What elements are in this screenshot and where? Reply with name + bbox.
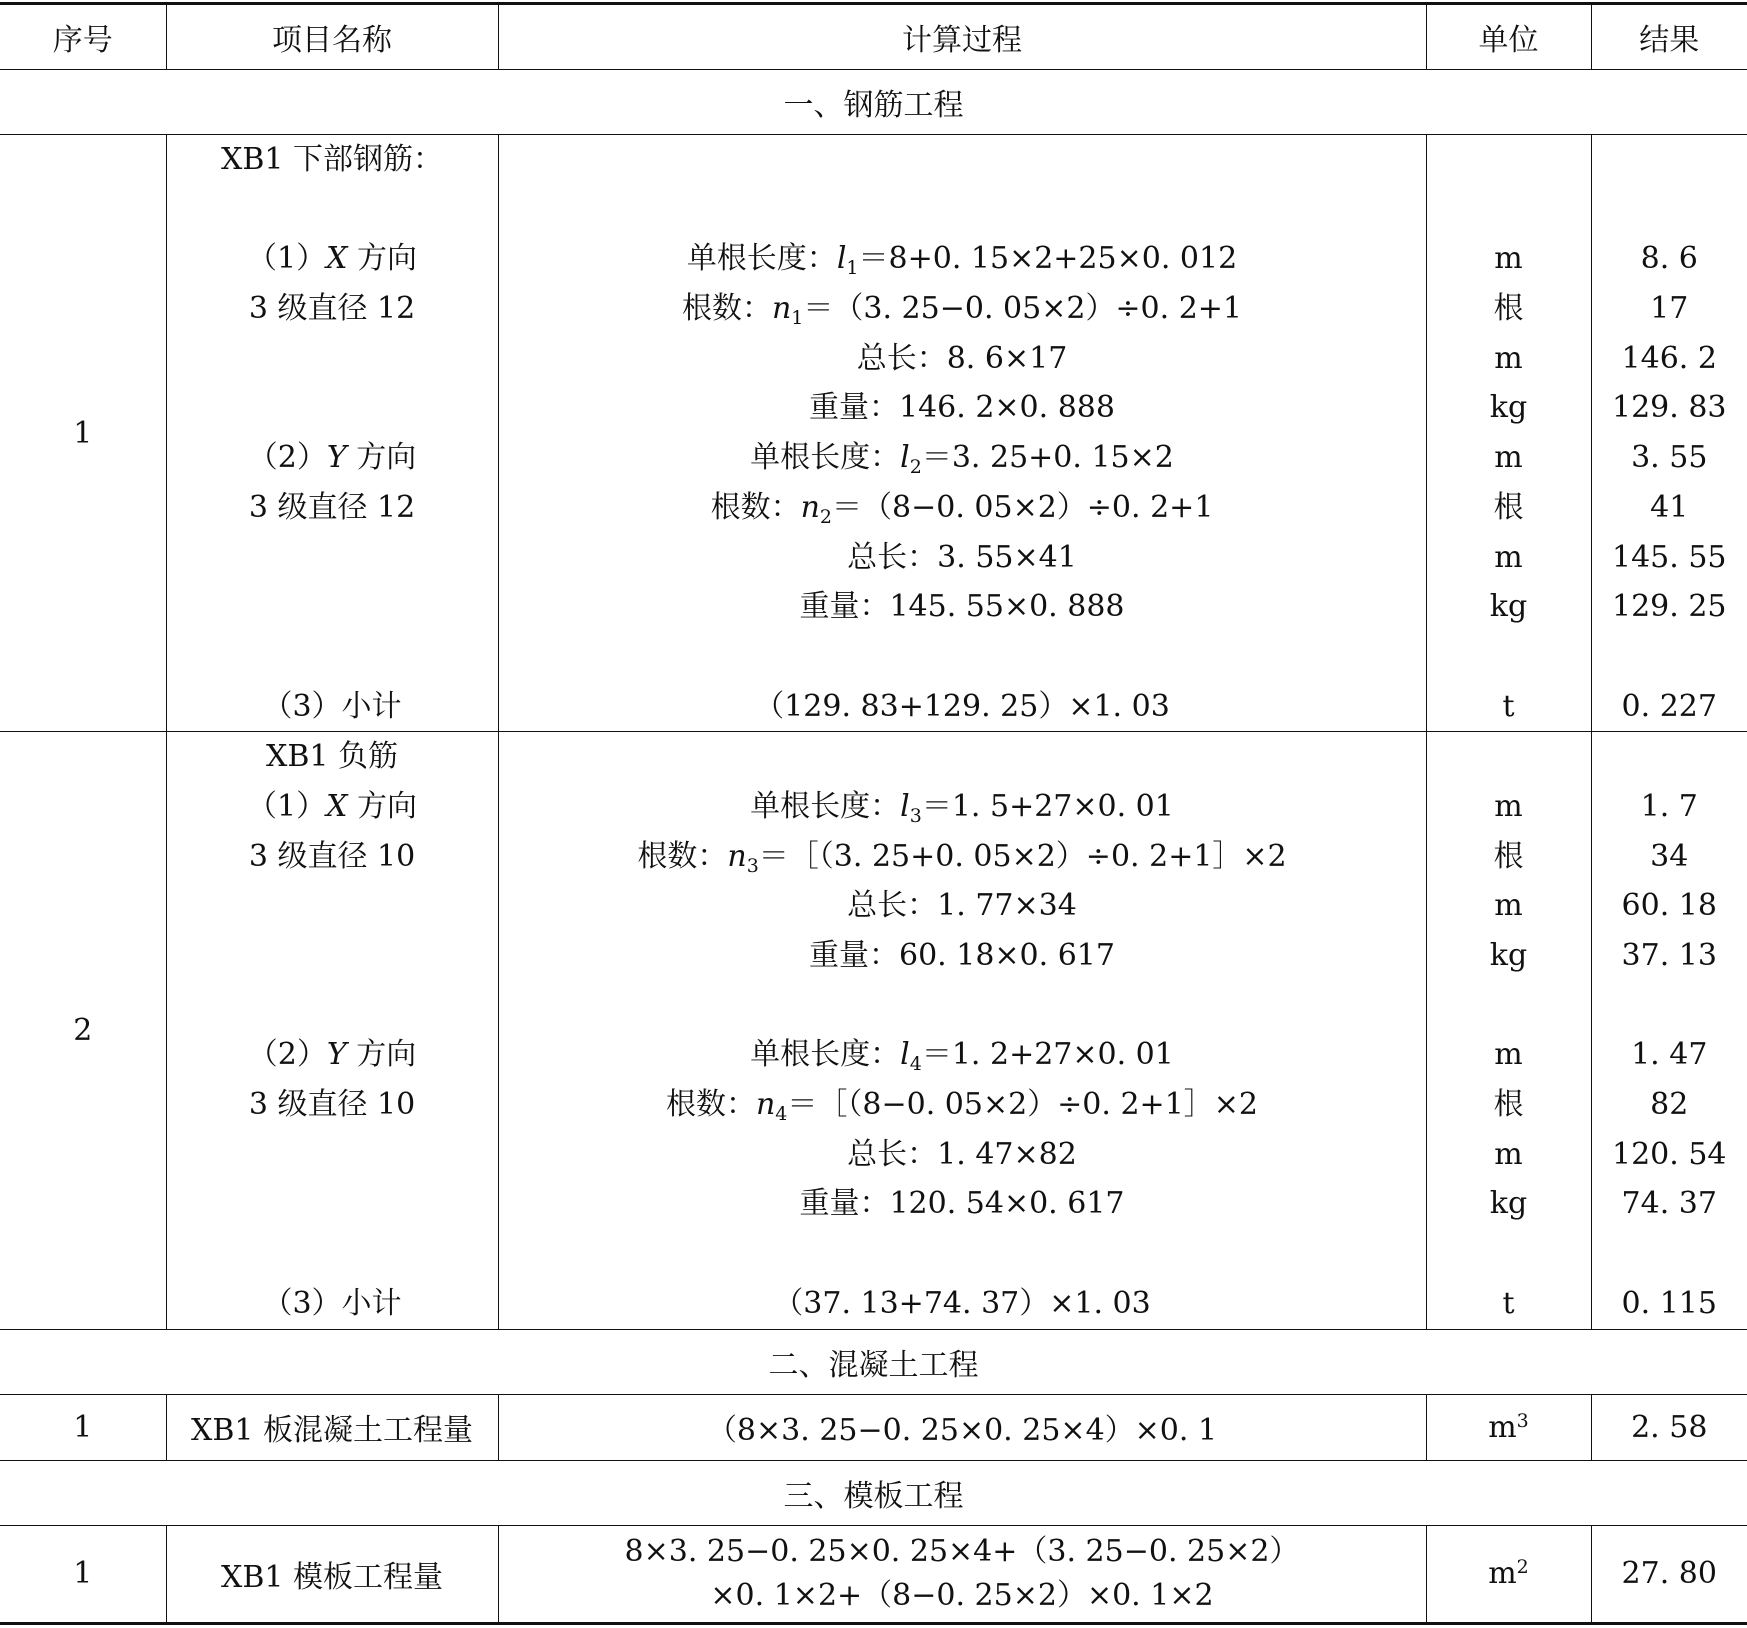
process-line: 总长：1. 77×34 bbox=[847, 888, 1077, 924]
section-row bbox=[0, 1460, 1747, 1525]
unit-value: 根 bbox=[1493, 838, 1524, 874]
unit-cell: $m^2$ bbox=[1426, 1525, 1591, 1623]
unit-value: m bbox=[1494, 1037, 1523, 1073]
unit-value: 根 bbox=[1493, 489, 1524, 525]
process-line: 重量：146. 2×0. 888 bbox=[809, 390, 1115, 426]
result-value: 3. 55 bbox=[1631, 440, 1708, 476]
y-spec: 3 级直径 12 bbox=[248, 489, 416, 525]
name-cell bbox=[166, 135, 498, 732]
unit-value: 根 bbox=[1493, 1087, 1524, 1123]
table-row bbox=[0, 1525, 1747, 1623]
process-line: 根数：$n_3=[(3$. 25+0. 05×2）÷0. 2+1］×2 bbox=[637, 838, 1287, 877]
unit-cell bbox=[1426, 732, 1591, 1329]
calculation-table bbox=[0, 2, 1747, 1625]
x-direction-label: （1）X 方向 bbox=[247, 788, 417, 824]
header-seq: 序号 bbox=[0, 4, 166, 70]
result-value: 1. 7 bbox=[1640, 788, 1698, 824]
table-row bbox=[0, 732, 1747, 1329]
name-cell: XB1 板混凝土工程量 bbox=[166, 1394, 498, 1460]
header-result: 结果 bbox=[1591, 4, 1747, 70]
result-value: 1. 47 bbox=[1631, 1037, 1708, 1073]
process-line: 根数：$n_2=(8-0$. 05×2）÷0. 2+1 bbox=[710, 489, 1214, 528]
process-line: 总长：1. 47×82 bbox=[847, 1136, 1077, 1172]
y-spec: 3 级直径 10 bbox=[248, 1087, 416, 1123]
result-value: 82 bbox=[1650, 1087, 1689, 1123]
process-line: 单根长度：$l_2=3$. 25+0. 15×2 bbox=[750, 440, 1174, 479]
header-row bbox=[0, 4, 1747, 70]
name-cell: XB1 模板工程量 bbox=[166, 1525, 498, 1623]
header-name: 项目名称 bbox=[166, 4, 498, 70]
unit-value: t bbox=[1502, 688, 1515, 724]
unit-value: m bbox=[1494, 241, 1523, 277]
result-value: 17 bbox=[1650, 291, 1689, 327]
unit-value: m bbox=[1494, 888, 1523, 924]
process-line: ×0. 1×2+（8−0. 25×2）×0. 1×2 bbox=[710, 1577, 1214, 1613]
x-spec: 3 级直径 10 bbox=[248, 838, 416, 874]
unit-value: kg bbox=[1489, 1186, 1528, 1222]
result-value: 60. 18 bbox=[1621, 888, 1717, 924]
subtotal-label: （3）小计 bbox=[262, 688, 402, 724]
unit-value: kg bbox=[1489, 390, 1528, 426]
subtotal-label: （3）小计 bbox=[262, 1285, 402, 1321]
item-title: XB1 负筋 bbox=[265, 739, 399, 775]
process-line: 总长：3. 55×41 bbox=[847, 539, 1077, 575]
process-line: 单根长度：$l_3=1$. 5+27×0. 01 bbox=[750, 788, 1174, 827]
y-direction-label: （2）Y 方向 bbox=[247, 440, 417, 476]
unit-value: m bbox=[1494, 440, 1523, 476]
item-title: XB1 下部钢筋： bbox=[220, 142, 444, 177]
section-row bbox=[0, 70, 1747, 135]
process-line: 单根长度：$l_1=8+0$. 15×2+25×0. 012 bbox=[686, 241, 1238, 280]
process-cell bbox=[498, 732, 1426, 1329]
process-line: 单根长度：$l_4=1$. 2+27×0. 01 bbox=[750, 1037, 1174, 1076]
section-title-formwork: 三、模板工程 bbox=[0, 1460, 1747, 1525]
result-value: 129. 83 bbox=[1611, 390, 1727, 426]
unit-value: kg bbox=[1489, 938, 1528, 973]
process-line: 根数：$n_1=(3$. 25−0. 05×2）÷0. 2+1 bbox=[681, 291, 1243, 330]
process-line: 重量：120. 54×0. 617 bbox=[799, 1186, 1125, 1222]
result-value: 0. 115 bbox=[1621, 1285, 1717, 1321]
unit-value: m bbox=[1494, 1136, 1523, 1172]
process-cell: （8×3. 25−0. 25×0. 25×4）×0. 1 bbox=[498, 1394, 1426, 1460]
unit-value: m bbox=[1494, 340, 1523, 376]
y-direction-label: （2）Y 方向 bbox=[247, 1037, 417, 1073]
result-value: 34 bbox=[1650, 838, 1689, 874]
result-cell: 2. 58 bbox=[1591, 1394, 1747, 1460]
unit-value: t bbox=[1502, 1285, 1515, 1321]
x-direction-label: （1）X 方向 bbox=[247, 241, 417, 277]
process-cell bbox=[498, 1525, 1426, 1623]
section-title-rebar: 一、钢筋工程 bbox=[0, 70, 1747, 135]
result-value: 120. 54 bbox=[1611, 1136, 1727, 1172]
section-row bbox=[0, 1329, 1747, 1394]
unit-value: kg bbox=[1489, 589, 1528, 625]
header-process: 计算过程 bbox=[498, 4, 1426, 70]
header-unit: 单位 bbox=[1426, 4, 1591, 70]
seq-cell: 1 bbox=[0, 1525, 166, 1623]
section-title-concrete: 二、混凝土工程 bbox=[0, 1329, 1747, 1394]
seq-cell: 1 bbox=[0, 1394, 166, 1460]
result-cell: 27. 80 bbox=[1591, 1525, 1747, 1623]
process-line: 8×3. 25−0. 25×0. 25×4+（3. 25−0. 25×2） bbox=[624, 1533, 1300, 1569]
result-value: 145. 55 bbox=[1611, 539, 1727, 575]
process-line: （129. 83+129. 25）×1. 03 bbox=[754, 688, 1170, 724]
unit-value: m bbox=[1494, 539, 1523, 575]
result-value: 37. 13 bbox=[1621, 938, 1717, 973]
table-row bbox=[0, 135, 1747, 732]
process-line: （37. 13+74. 37）×1. 03 bbox=[773, 1285, 1151, 1321]
table-row bbox=[0, 1394, 1747, 1460]
process-line: 总长：8. 6×17 bbox=[856, 340, 1068, 376]
process-line: 重量：60. 18×0. 617 bbox=[809, 938, 1115, 973]
unit-value: 根 bbox=[1493, 291, 1524, 327]
unit-cell: $m^3$ bbox=[1426, 1394, 1591, 1460]
process-cell bbox=[498, 135, 1426, 732]
result-cell bbox=[1591, 135, 1747, 732]
name-cell bbox=[166, 732, 498, 1329]
result-value: 129. 25 bbox=[1611, 589, 1727, 625]
result-value: 41 bbox=[1650, 489, 1689, 525]
result-value: 146. 2 bbox=[1621, 340, 1717, 376]
result-value: 0. 227 bbox=[1621, 688, 1717, 724]
unit-cell bbox=[1426, 135, 1591, 732]
result-cell bbox=[1591, 732, 1747, 1329]
result-value: 74. 37 bbox=[1621, 1186, 1717, 1222]
process-line: 根数：$n_4=[(8-0$. 05×2）÷0. 2+1］×2 bbox=[665, 1087, 1259, 1126]
seq-cell: 1 bbox=[0, 135, 166, 732]
x-spec: 3 级直径 12 bbox=[248, 291, 416, 327]
seq-cell: 2 bbox=[0, 732, 166, 1329]
process-line: 重量：145. 55×0. 888 bbox=[799, 589, 1125, 625]
unit-value: m bbox=[1494, 788, 1523, 824]
result-value: 8. 6 bbox=[1640, 241, 1698, 277]
